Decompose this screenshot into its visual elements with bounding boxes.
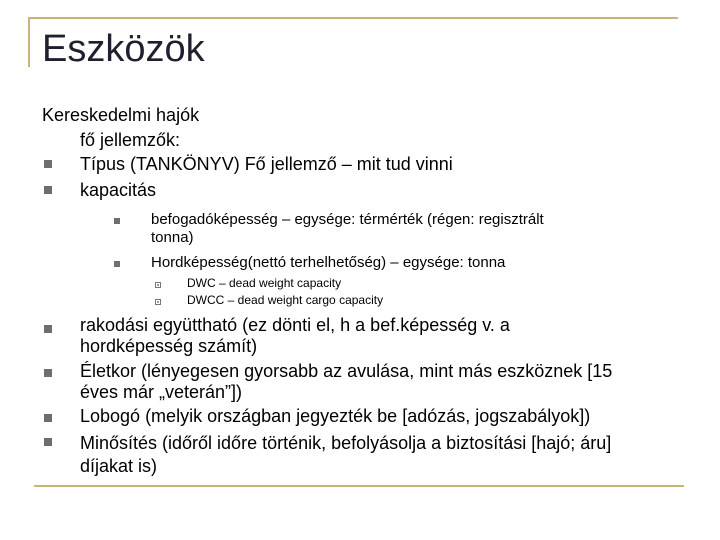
bullet-line-1: rakodási együttható (ez dönti el, h a bef.képesség v. a (80, 315, 510, 335)
sub-bullet-line-1: befogadóképesség – egysége: térmérték (régen: regisztrált (151, 211, 544, 228)
bullet-item: Típus (TANKÖNYV) Fő jellemző – mit tud vinni (80, 154, 453, 174)
bullet-square-icon (44, 414, 52, 422)
sub-bullet-square-icon (114, 218, 120, 224)
sub-sub-bullet: DWCC – dead weight cargo capacity (187, 293, 384, 307)
sub-sub-bullet: DWC – dead weight capacity (187, 276, 342, 290)
bullet-line-1: Minősítés (időről időre történik, befolyásolja a biztosítási [hajó; áru] (80, 433, 612, 453)
bullet-square-icon (44, 438, 52, 446)
bullet-line-2: díjakat is) (80, 456, 158, 476)
intro-line-1: Kereskedelmi hajók (42, 105, 200, 125)
sub-bullet-square-icon (114, 261, 120, 267)
bullet-square-icon (44, 325, 52, 333)
bullet-line-2: hordképesség számít) (80, 336, 258, 356)
slide-title: Eszközök (42, 28, 205, 70)
title-frame-left-line (28, 17, 30, 67)
sub-bullet-line-2: tonna) (151, 229, 194, 246)
bullet-item: kapacitás (80, 180, 157, 200)
bullet-line-1: Lobogó (melyik országban jegyezték be [adózás, jogszabályok]) (80, 406, 591, 426)
intro-line-2: fő jellemzők: (80, 130, 181, 150)
bullet-line-1: Életkor (lényegesen gyorsabb az avulása, mint más eszköznek [15 (80, 361, 613, 381)
checkbox-bullet-icon (155, 282, 161, 288)
bottom-rule-line (34, 485, 684, 487)
bullet-square-icon (44, 160, 52, 168)
bullet-square-icon (44, 186, 52, 194)
checkbox-bullet-icon (155, 299, 161, 305)
bullet-line-2: éves már „veterán”]) (80, 382, 243, 402)
title-frame-top-line (28, 17, 678, 19)
sub-bullet-line-1: Hordképesség(nettó terhelhetőség) – egysége: tonna (151, 254, 506, 271)
bullet-square-icon (44, 369, 52, 377)
